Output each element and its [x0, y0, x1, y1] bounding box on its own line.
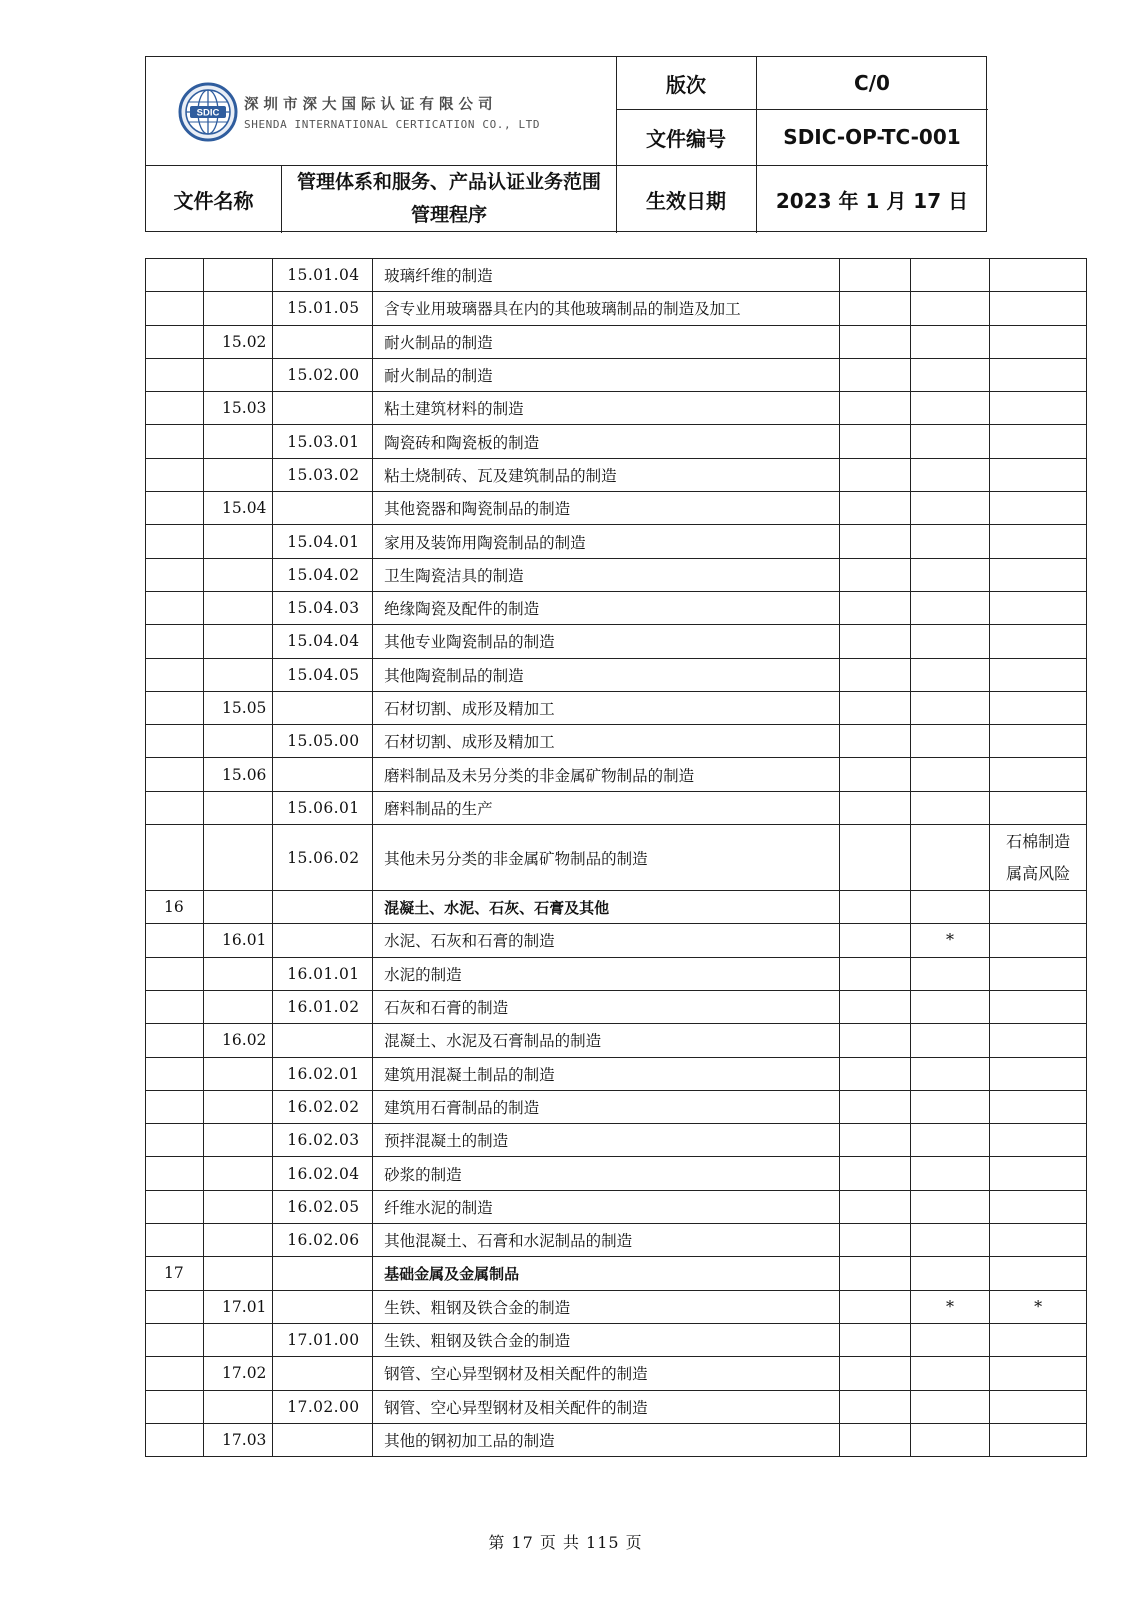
mark-b-cell [910, 1323, 989, 1356]
mark-b-cell [910, 492, 989, 525]
group-code-cell: 16.01 [204, 924, 273, 957]
mark-b-cell [910, 825, 989, 891]
table-row [146, 1190, 1087, 1223]
description-cell: 其他专业陶瓷制品的制造 [373, 625, 839, 658]
division-code-cell [146, 492, 204, 525]
note-cell [990, 1390, 1087, 1423]
effective-date-label: 生效日期 [646, 188, 726, 213]
division-code-cell [146, 825, 204, 891]
division-code-cell [146, 358, 204, 391]
mark-a-cell [839, 358, 910, 391]
class-code-cell [273, 492, 373, 525]
group-code-cell [204, 292, 273, 325]
group-code-cell: 17.02 [204, 1357, 273, 1390]
table-row [146, 1090, 1087, 1123]
table-row [146, 1024, 1087, 1057]
class-code-cell: 15.03.01 [273, 425, 373, 458]
division-code-cell [146, 990, 204, 1023]
mark-a-cell [839, 425, 910, 458]
note-cell [990, 891, 1087, 924]
table-row [146, 1390, 1087, 1423]
mark-a-cell [839, 1157, 910, 1190]
group-code-cell [204, 458, 273, 491]
note-cell [990, 1090, 1087, 1123]
mark-a-cell [839, 1257, 910, 1290]
class-code-cell [273, 891, 373, 924]
company-name-en: SHENDA INTERNATIONAL CERTICATION CO., LTD [244, 118, 541, 131]
class-code-cell [273, 1290, 373, 1323]
mark-b-cell [910, 1224, 989, 1257]
mark-b-cell [910, 658, 989, 691]
mark-a-cell [839, 492, 910, 525]
class-code-cell: 16.02.03 [273, 1124, 373, 1157]
group-code-cell [204, 891, 273, 924]
note-cell [990, 1024, 1087, 1057]
group-code-cell [204, 791, 273, 824]
mark-a-cell [839, 658, 910, 691]
division-code-cell [146, 791, 204, 824]
mark-a-cell [839, 924, 910, 957]
table-row [146, 658, 1087, 691]
doc-number-value: SDIC-OP-TC-001 [783, 125, 961, 149]
group-code-cell [204, 1224, 273, 1257]
class-code-cell: 15.04.04 [273, 625, 373, 658]
division-code-cell [146, 292, 204, 325]
description-cell: 钢管、空心异型钢材及相关配件的制造 [373, 1390, 839, 1423]
class-code-cell [273, 924, 373, 957]
description-cell: 水泥的制造 [373, 957, 839, 990]
mark-b-cell [910, 458, 989, 491]
group-code-cell [204, 1323, 273, 1356]
division-code-cell [146, 1224, 204, 1257]
mark-a-cell [839, 1090, 910, 1123]
division-code-cell [146, 458, 204, 491]
table-row [146, 325, 1087, 358]
note-cell [990, 1423, 1087, 1456]
mark-b-cell [910, 1057, 989, 1090]
scope-code-table [145, 258, 1087, 1457]
note-cell [990, 1124, 1087, 1157]
mark-b-cell [910, 891, 989, 924]
mark-a-cell [839, 1323, 910, 1356]
class-code-cell: 15.04.03 [273, 591, 373, 624]
table-row [146, 425, 1087, 458]
mark-a-cell [839, 1224, 910, 1257]
note-cell: * [990, 1290, 1087, 1323]
class-code-cell: 15.06.02 [273, 825, 373, 891]
mark-a-cell [839, 691, 910, 724]
table-row [146, 825, 1087, 891]
mark-a-cell [839, 458, 910, 491]
mark-b-cell [910, 957, 989, 990]
note-cell [990, 1323, 1087, 1356]
table-row [146, 625, 1087, 658]
mark-a-cell [839, 1190, 910, 1223]
description-cell: 粘土烧制砖、瓦及建筑制品的制造 [373, 458, 839, 491]
group-code-cell: 15.04 [204, 492, 273, 525]
class-code-cell: 16.02.05 [273, 1190, 373, 1223]
mark-a-cell [839, 259, 910, 292]
note-cell [990, 658, 1087, 691]
note-cell [990, 1357, 1087, 1390]
note-cell [990, 1157, 1087, 1190]
division-code-cell [146, 658, 204, 691]
table-row [146, 392, 1087, 425]
class-code-cell: 15.04.01 [273, 525, 373, 558]
division-code-cell [146, 325, 204, 358]
mark-a-cell [839, 1390, 910, 1423]
version-value: C/0 [854, 71, 890, 95]
division-code-cell [146, 725, 204, 758]
mark-b-cell [910, 525, 989, 558]
class-code-cell: 15.04.02 [273, 558, 373, 591]
group-code-cell [204, 1157, 273, 1190]
note-cell [990, 259, 1087, 292]
class-code-cell [273, 1357, 373, 1390]
description-cell: 玻璃纤维的制造 [373, 259, 839, 292]
mark-a-cell [839, 825, 910, 891]
description-cell: 其他混凝土、石膏和水泥制品的制造 [373, 1224, 839, 1257]
division-code-cell [146, 1024, 204, 1057]
mark-b-cell: * [910, 924, 989, 957]
mark-b-cell [910, 758, 989, 791]
table-row [146, 1290, 1087, 1323]
table-row [146, 458, 1087, 491]
note-cell [990, 957, 1087, 990]
class-code-cell: 16.02.02 [273, 1090, 373, 1123]
mark-b-cell [910, 358, 989, 391]
globe-logo-icon [178, 82, 238, 142]
mark-b-cell [910, 591, 989, 624]
class-code-cell: 16.01.01 [273, 957, 373, 990]
mark-b-cell [910, 1257, 989, 1290]
division-code-cell [146, 591, 204, 624]
version-label: 版次 [666, 72, 706, 97]
note-cell [990, 492, 1087, 525]
description-cell: 混凝土、水泥及石膏制品的制造 [373, 1024, 839, 1057]
mark-a-cell [839, 625, 910, 658]
mark-a-cell [839, 558, 910, 591]
division-code-cell [146, 425, 204, 458]
mark-a-cell [839, 725, 910, 758]
division-code-cell [146, 525, 204, 558]
table-row [146, 791, 1087, 824]
mark-a-cell [839, 891, 910, 924]
mark-a-cell [839, 1423, 910, 1456]
table-row [146, 725, 1087, 758]
description-cell: 绝缘陶瓷及配件的制造 [373, 591, 839, 624]
group-code-cell: 15.05 [204, 691, 273, 724]
mark-b-cell [910, 691, 989, 724]
mark-b-cell [910, 325, 989, 358]
mark-b-cell [910, 259, 989, 292]
description-cell: 磨料制品及未另分类的非金属矿物制品的制造 [373, 758, 839, 791]
description-cell: 家用及装饰用陶瓷制品的制造 [373, 525, 839, 558]
note-cell [990, 691, 1087, 724]
mark-a-cell [839, 990, 910, 1023]
note-cell [990, 1057, 1087, 1090]
mark-a-cell [839, 791, 910, 824]
division-code-cell [146, 924, 204, 957]
group-code-cell [204, 1090, 273, 1123]
table-row [146, 292, 1087, 325]
mark-a-cell [839, 525, 910, 558]
group-code-cell [204, 525, 273, 558]
mark-b-cell [910, 292, 989, 325]
mark-b-cell [910, 791, 989, 824]
class-code-cell [273, 325, 373, 358]
mark-a-cell [839, 758, 910, 791]
table-row [146, 924, 1087, 957]
note-cell [990, 425, 1087, 458]
group-code-cell [204, 990, 273, 1023]
note-cell [990, 525, 1087, 558]
mark-a-cell [839, 1057, 910, 1090]
group-code-cell [204, 1257, 273, 1290]
description-cell: 其他未另分类的非金属矿物制品的制造 [373, 825, 839, 891]
division-code-cell [146, 392, 204, 425]
description-cell: 石材切割、成形及精加工 [373, 691, 839, 724]
division-code-cell [146, 1157, 204, 1190]
mark-a-cell [839, 325, 910, 358]
table-row [146, 990, 1087, 1023]
description-cell: 其他的钢初加工品的制造 [373, 1423, 839, 1456]
group-code-cell [204, 425, 273, 458]
group-code-cell [204, 358, 273, 391]
description-cell: 混凝土、水泥、石灰、石膏及其他 [373, 891, 839, 924]
mark-b-cell [910, 725, 989, 758]
class-code-cell [273, 1024, 373, 1057]
table-row [146, 691, 1087, 724]
description-cell: 耐火制品的制造 [373, 358, 839, 391]
group-code-cell: 15.03 [204, 392, 273, 425]
effective-date-value: 2023 年 1 月 17 日 [775, 188, 969, 213]
mark-a-cell [839, 591, 910, 624]
mark-b-cell [910, 392, 989, 425]
description-cell: 陶瓷砖和陶瓷板的制造 [373, 425, 839, 458]
class-code-cell: 16.02.01 [273, 1057, 373, 1090]
note-cell [990, 1257, 1087, 1290]
table-row [146, 1357, 1087, 1390]
mark-a-cell [839, 957, 910, 990]
description-cell: 耐火制品的制造 [373, 325, 839, 358]
division-code-cell [146, 957, 204, 990]
division-code-cell [146, 1124, 204, 1157]
class-code-cell: 15.05.00 [273, 725, 373, 758]
class-code-cell [273, 392, 373, 425]
class-code-cell: 17.02.00 [273, 1390, 373, 1423]
class-code-cell: 15.04.05 [273, 658, 373, 691]
note-cell [990, 591, 1087, 624]
group-code-cell [204, 725, 273, 758]
group-code-cell [204, 658, 273, 691]
table-row [146, 758, 1087, 791]
description-cell: 其他瓷器和陶瓷制品的制造 [373, 492, 839, 525]
mark-a-cell [839, 1290, 910, 1323]
note-cell [990, 924, 1087, 957]
description-cell: 含专业用玻璃器具在内的其他玻璃制品的制造及加工 [373, 292, 839, 325]
mark-b-cell: * [910, 1290, 989, 1323]
document-header [145, 56, 987, 232]
mark-b-cell [910, 990, 989, 1023]
class-code-cell [273, 1257, 373, 1290]
table-row [146, 358, 1087, 391]
class-code-cell: 16.01.02 [273, 990, 373, 1023]
group-code-cell [204, 825, 273, 891]
note-cell [990, 758, 1087, 791]
note-cell [990, 625, 1087, 658]
division-code-cell [146, 625, 204, 658]
group-code-cell [204, 1124, 273, 1157]
group-code-cell [204, 1190, 273, 1223]
division-code-cell: 16 [146, 891, 204, 924]
table-row [146, 1224, 1087, 1257]
mark-a-cell [839, 1024, 910, 1057]
table-row [146, 1323, 1087, 1356]
description-cell: 生铁、粗钢及铁合金的制造 [373, 1323, 839, 1356]
mark-b-cell [910, 625, 989, 658]
note-cell [990, 558, 1087, 591]
description-cell: 纤维水泥的制造 [373, 1190, 839, 1223]
table-row [146, 492, 1087, 525]
description-cell: 基础金属及金属制品 [373, 1257, 839, 1290]
division-code-cell [146, 1323, 204, 1356]
description-cell: 卫生陶瓷洁具的制造 [373, 558, 839, 591]
division-code-cell [146, 1190, 204, 1223]
division-code-cell [146, 1090, 204, 1123]
note-cell: 石棉制造 属高风险 [990, 825, 1087, 891]
note-cell [990, 458, 1087, 491]
group-code-cell [204, 558, 273, 591]
table-row [146, 1157, 1087, 1190]
mark-b-cell [910, 1357, 989, 1390]
description-cell: 石材切割、成形及精加工 [373, 725, 839, 758]
logo-text: SDIC [196, 107, 220, 119]
class-code-cell [273, 758, 373, 791]
class-code-cell: 15.03.02 [273, 458, 373, 491]
group-code-cell [204, 625, 273, 658]
note-cell [990, 392, 1087, 425]
class-code-cell: 15.02.00 [273, 358, 373, 391]
note-cell [990, 1224, 1087, 1257]
table-row [146, 1423, 1087, 1456]
class-code-cell [273, 1423, 373, 1456]
mark-b-cell [910, 1157, 989, 1190]
division-code-cell [146, 1357, 204, 1390]
table-row [146, 1257, 1087, 1290]
mark-a-cell [839, 392, 910, 425]
group-code-cell: 15.06 [204, 758, 273, 791]
mark-b-cell [910, 1090, 989, 1123]
note-cell [990, 358, 1087, 391]
doc-name-value: 管理体系和服务、产品认证业务范围管理程序 [296, 171, 601, 226]
class-code-cell: 16.02.04 [273, 1157, 373, 1190]
mark-b-cell [910, 1190, 989, 1223]
mark-b-cell [910, 1390, 989, 1423]
mark-b-cell [910, 1024, 989, 1057]
class-code-cell: 16.02.06 [273, 1224, 373, 1257]
class-code-cell: 15.06.01 [273, 791, 373, 824]
division-code-cell: 17 [146, 1257, 204, 1290]
table-row [146, 957, 1087, 990]
class-code-cell [273, 691, 373, 724]
description-cell: 预拌混凝土的制造 [373, 1124, 839, 1157]
description-cell: 建筑用石膏制品的制造 [373, 1090, 839, 1123]
division-code-cell [146, 558, 204, 591]
note-cell [990, 1190, 1087, 1223]
note-cell [990, 791, 1087, 824]
mark-a-cell [839, 1357, 910, 1390]
table-row [146, 591, 1087, 624]
mark-b-cell [910, 1423, 989, 1456]
description-cell: 磨料制品的生产 [373, 791, 839, 824]
division-code-cell [146, 259, 204, 292]
division-code-cell [146, 691, 204, 724]
description-cell: 生铁、粗钢及铁合金的制造 [373, 1290, 839, 1323]
doc-number-label: 文件编号 [646, 126, 726, 151]
class-code-cell: 15.01.05 [273, 292, 373, 325]
doc-name-label: 文件名称 [173, 188, 254, 213]
note-cell [990, 325, 1087, 358]
group-code-cell [204, 1057, 273, 1090]
group-code-cell [204, 591, 273, 624]
company-name-cn: 深圳市深大国际认证有限公司 [244, 97, 498, 113]
table-row [146, 1124, 1087, 1157]
table-row [146, 259, 1087, 292]
group-code-cell [204, 957, 273, 990]
group-code-cell [204, 259, 273, 292]
company-logo-block [146, 57, 616, 165]
division-code-cell [146, 1390, 204, 1423]
division-code-cell [146, 1290, 204, 1323]
mark-a-cell [839, 1124, 910, 1157]
division-code-cell [146, 1423, 204, 1456]
group-code-cell: 15.02 [204, 325, 273, 358]
table-row [146, 891, 1087, 924]
class-code-cell: 17.01.00 [273, 1323, 373, 1356]
class-code-cell: 15.01.04 [273, 259, 373, 292]
note-cell [990, 990, 1087, 1023]
page-footer: 第 17 页 共 115 页 [488, 1533, 643, 1552]
group-code-cell: 17.01 [204, 1290, 273, 1323]
mark-a-cell [839, 292, 910, 325]
note-cell [990, 725, 1087, 758]
description-cell: 粘土建筑材料的制造 [373, 392, 839, 425]
description-cell: 钢管、空心异型钢材及相关配件的制造 [373, 1357, 839, 1390]
mark-b-cell [910, 425, 989, 458]
table-row [146, 558, 1087, 591]
group-code-cell: 16.02 [204, 1024, 273, 1057]
group-code-cell [204, 1390, 273, 1423]
mark-b-cell [910, 558, 989, 591]
table-row [146, 525, 1087, 558]
division-code-cell [146, 758, 204, 791]
description-cell: 其他陶瓷制品的制造 [373, 658, 839, 691]
table-row [146, 1057, 1087, 1090]
description-cell: 建筑用混凝土制品的制造 [373, 1057, 839, 1090]
mark-b-cell [910, 1124, 989, 1157]
description-cell: 砂浆的制造 [373, 1157, 839, 1190]
description-cell: 石灰和石膏的制造 [373, 990, 839, 1023]
description-cell: 水泥、石灰和石膏的制造 [373, 924, 839, 957]
division-code-cell [146, 1057, 204, 1090]
note-cell [990, 292, 1087, 325]
group-code-cell: 17.03 [204, 1423, 273, 1456]
